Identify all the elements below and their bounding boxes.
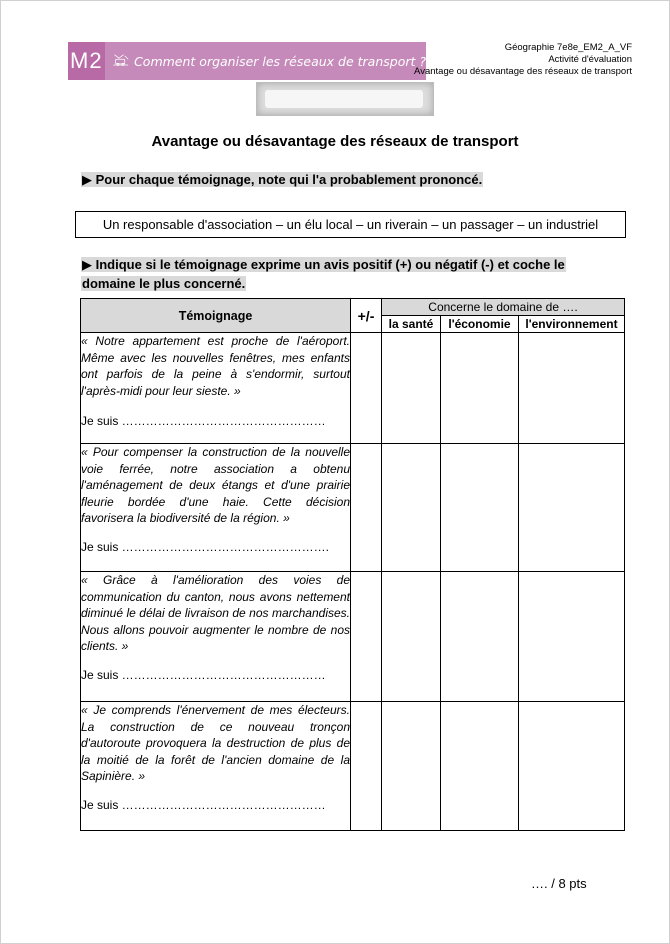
- col-header-health: la santé: [382, 316, 441, 333]
- instruction-2: [81, 255, 583, 293]
- economy-checkbox-cell[interactable]: [441, 572, 519, 702]
- points-total: …. / 8 pts: [531, 876, 587, 891]
- testimony-cell: [81, 333, 351, 444]
- testimony-quote: « Je comprends l'énervement de mes électeurs. La construction de ce nouveau tronçon d'autoroute provoquera la destruction de plus de la moitié de la forêt de l'ancien domaine de la Sapinière. »: [81, 703, 350, 783]
- roles-box: Un responsable d'association – un élu local – un riverain – un passager – un industriel: [75, 211, 626, 238]
- environment-checkbox-cell[interactable]: [519, 702, 625, 831]
- instruction-1: [81, 170, 583, 189]
- table-row: [81, 444, 625, 572]
- transport-icon: [111, 46, 130, 76]
- sign-cell[interactable]: [351, 572, 382, 702]
- testimony-cell: [81, 572, 351, 702]
- health-checkbox-cell[interactable]: [382, 572, 441, 702]
- health-checkbox-cell[interactable]: [382, 444, 441, 572]
- answer-line[interactable]: Je suis ……………………………………………: [81, 414, 326, 428]
- banner-title: Comment organiser les réseaux de transport ?: [134, 53, 426, 69]
- evaluation-table: [80, 298, 625, 831]
- module-label: M2: [68, 42, 105, 80]
- col-header-sign: +/-: [351, 299, 382, 333]
- col-header-domain: Concerne le domaine de ….: [382, 299, 625, 316]
- sign-cell[interactable]: [351, 702, 382, 831]
- col-header-economy: l'économie: [441, 316, 519, 333]
- testimony-quote: « Pour compenser la construction de la nouvelle voie ferrée, notre association a obtenu l'aménagement de deux étangs et d'une prairie fleurie bordée d'une haie. Cette décision favorisera la biodiversité de la région. »: [81, 445, 350, 525]
- course-code: Géographie 7e8e_EM2_A_VF: [504, 42, 632, 53]
- name-field-stamp: [256, 82, 434, 116]
- activity-label: Activité d'évaluation: [548, 54, 632, 65]
- environment-checkbox-cell[interactable]: [519, 444, 625, 572]
- document-header: [414, 42, 632, 78]
- table-row: [81, 702, 625, 831]
- col-header-testimony: Témoignage: [81, 299, 351, 333]
- table-row: [81, 333, 625, 444]
- environment-checkbox-cell[interactable]: [519, 333, 625, 444]
- health-checkbox-cell[interactable]: [382, 333, 441, 444]
- answer-line[interactable]: Je suis ……………………………………………: [81, 667, 326, 682]
- testimony-cell: [81, 444, 351, 572]
- instruction-1-text: ▶ Pour chaque témoignage, note qui l'a probablement prononcé.: [82, 172, 483, 187]
- sign-cell[interactable]: [351, 444, 382, 572]
- module-banner: [68, 42, 426, 80]
- testimony-quote: « Notre appartement est proche de l'aéroport. Même avec les nouvelles fenêtres, mes enfants ont parfois de la peine à s'endormir, surtout l'après-midi pour leur sieste. »: [81, 334, 350, 398]
- economy-checkbox-cell[interactable]: [441, 702, 519, 831]
- answer-line[interactable]: Je suis ……………………………………………: [81, 797, 326, 812]
- environment-checkbox-cell[interactable]: [519, 572, 625, 702]
- header-subtitle: Avantage ou désavantage des réseaux de transport: [414, 66, 632, 77]
- health-checkbox-cell[interactable]: [382, 702, 441, 831]
- testimony-quote: « Grâce à l'amélioration des voies de communication du canton, nous avons nettement diminué le délai de livraison de nos marchandises. Nous allons pouvoir augmenter le nombre de nos clients. »: [81, 573, 350, 653]
- economy-checkbox-cell[interactable]: [441, 444, 519, 572]
- col-header-environment: l'environnement: [519, 316, 625, 333]
- answer-line[interactable]: Je suis …………………………………………….: [81, 539, 330, 554]
- instruction-2-text: ▶ Indique si le témoignage exprime un avis positif (+) ou négatif (-) et coche le domaine le plus concerné.: [82, 257, 565, 291]
- sign-cell[interactable]: [351, 333, 382, 444]
- testimony-cell: [81, 702, 351, 831]
- economy-checkbox-cell[interactable]: [441, 333, 519, 444]
- table-row: [81, 572, 625, 702]
- page-title: Avantage ou désavantage des réseaux de transport: [151, 133, 519, 150]
